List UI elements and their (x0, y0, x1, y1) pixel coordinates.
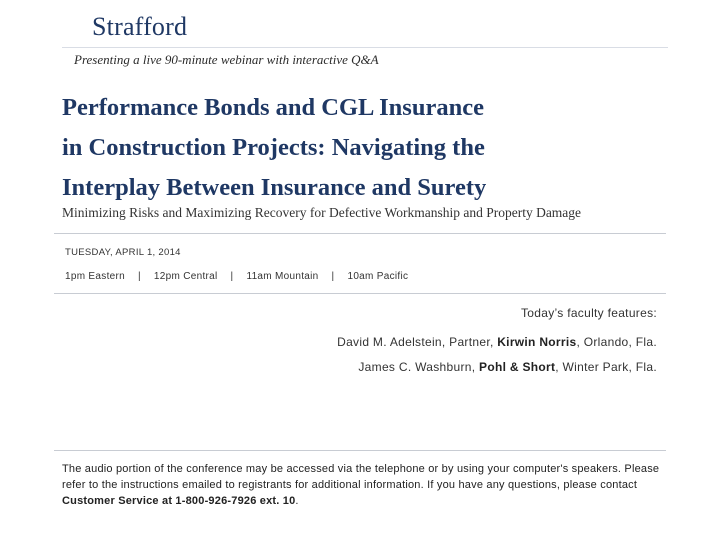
speaker-1-firm: Kirwin Norris (497, 335, 577, 349)
speaker-1 (337, 335, 657, 349)
webinar-title (62, 88, 682, 208)
webinar-tagline: Presenting a live 90-minute webinar with interactive Q&A (74, 52, 379, 67)
time-separator: | (230, 271, 234, 282)
audio-end: . (295, 495, 299, 507)
divider-middle (54, 293, 666, 294)
title-line-2: in Construction Projects: Navigating the (62, 134, 485, 161)
time-central: 12pm Central (153, 271, 218, 282)
time-mountain: 11am Mountain (246, 271, 319, 282)
time-separator: | (138, 271, 141, 282)
speaker-2-firm: Pohl & Short (479, 360, 556, 374)
time-eastern: 1pm Eastern (65, 271, 125, 282)
webinar-times (65, 271, 408, 282)
title-line-1: Performance Bonds and CGL Insurance (62, 94, 484, 121)
title-line-3: Interplay Between Insurance and Surety (62, 174, 487, 201)
faculty-heading: Today’s faculty features: (520, 306, 657, 320)
webinar-date: TUESDAY, APRIL 1, 2014 (65, 247, 181, 258)
divider-bottom (54, 450, 666, 451)
divider-top (54, 233, 666, 234)
webinar-subtitle: Minimizing Risks and Maximizing Recovery for Defective Workmanship and Property Damage (62, 205, 582, 220)
strafford-logo: Strafford (92, 12, 188, 41)
header-divider (62, 47, 668, 48)
customer-service-contact: Customer Service at 1-800-926-7926 ext. 10 (62, 495, 296, 507)
speaker-2 (358, 360, 657, 374)
audio-instructions (62, 461, 662, 509)
speaker-2-location: , Winter Park, Fla. (555, 360, 657, 374)
speaker-1-name: David M. Adelstein, Partner, (337, 335, 498, 349)
audio-text: The audio portion of the conference may be accessed via the telephone or by using your computer's speakers. Please refer to the instructions emailed to registrants for additional information. If you have any questions, please contact (62, 463, 660, 491)
speaker-2-name: James C. Washburn, (358, 360, 480, 374)
time-separator: | (331, 271, 335, 282)
speaker-1-location: , Orlando, Fla. (576, 335, 657, 349)
time-pacific: 10am Pacific (347, 271, 409, 282)
